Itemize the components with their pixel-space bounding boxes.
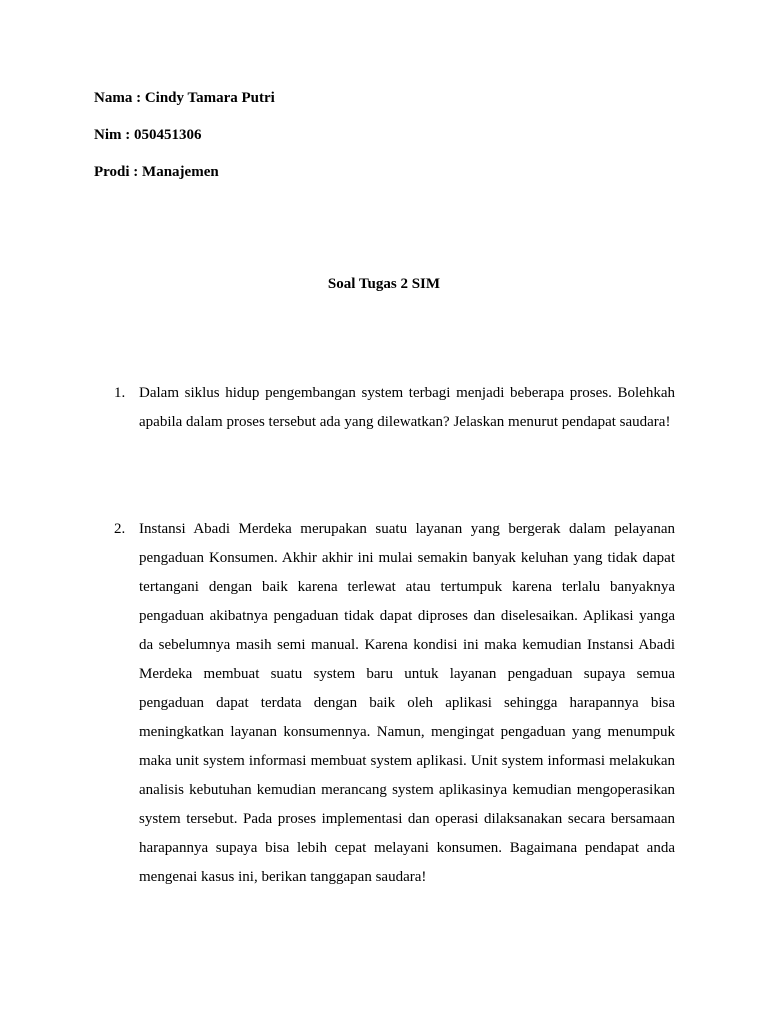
question-text: Instansi Abadi Merdeka merupakan suatu layanan yang bergerak dalam pelayanan pengaduan Konsumen. Akhir akhir ini mulai semakin banyak keluhan yang tidak dapat tertangani dengan baik karena terlewat atau tertumpuk karena terlalu banyaknya pengaduan akibatnya pengaduan tidak dapat diproses dan diselesaikan. Aplikasi yanga da sebelumnya masih semi manual. Karena kondisi ini maka kemudian Instansi Abadi Merdeka membuat suatu system baru untuk layanan pengaduan supaya semua pengaduan dapat terdata dengan baik oleh aplikasi sehingga harapannya bisa meningkatkan layanan konsumennya. Namun, mengingat pengaduan yang menumpuk maka unit system informasi membuat system aplikasi. Unit system informasi melakukan analisis kebutuhan kemudian merancang system aplikasinya kemudian mengoperasikan system tersebut. Pada proses implementasi dan operasi dilaksanakan secara bersamaan harapannya supaya bisa lebih cepat melayani konsumen. Bagaimana pendapat anda mengenai kasus ini, berikan tanggapan saudara! — [139, 521, 675, 885]
student-nim-line: Nim : 050451306 — [94, 127, 202, 143]
document-title: Soal Tugas 2 SIM — [327, 276, 441, 292]
question-number: 2. — [114, 521, 126, 537]
question-text: Dalam siklus hidup pengembangan system terbagi menjadi beberapa proses. Bolehkah apabila dalam proses tersebut ada yang dilewatkan? Jelaskan menurut pendapat saudara! — [139, 385, 675, 430]
student-name-line: Nama : Cindy Tamara Putri — [94, 90, 275, 106]
question-number: 1. — [114, 385, 126, 401]
student-prodi-line: Prodi : Manajemen — [94, 164, 219, 180]
